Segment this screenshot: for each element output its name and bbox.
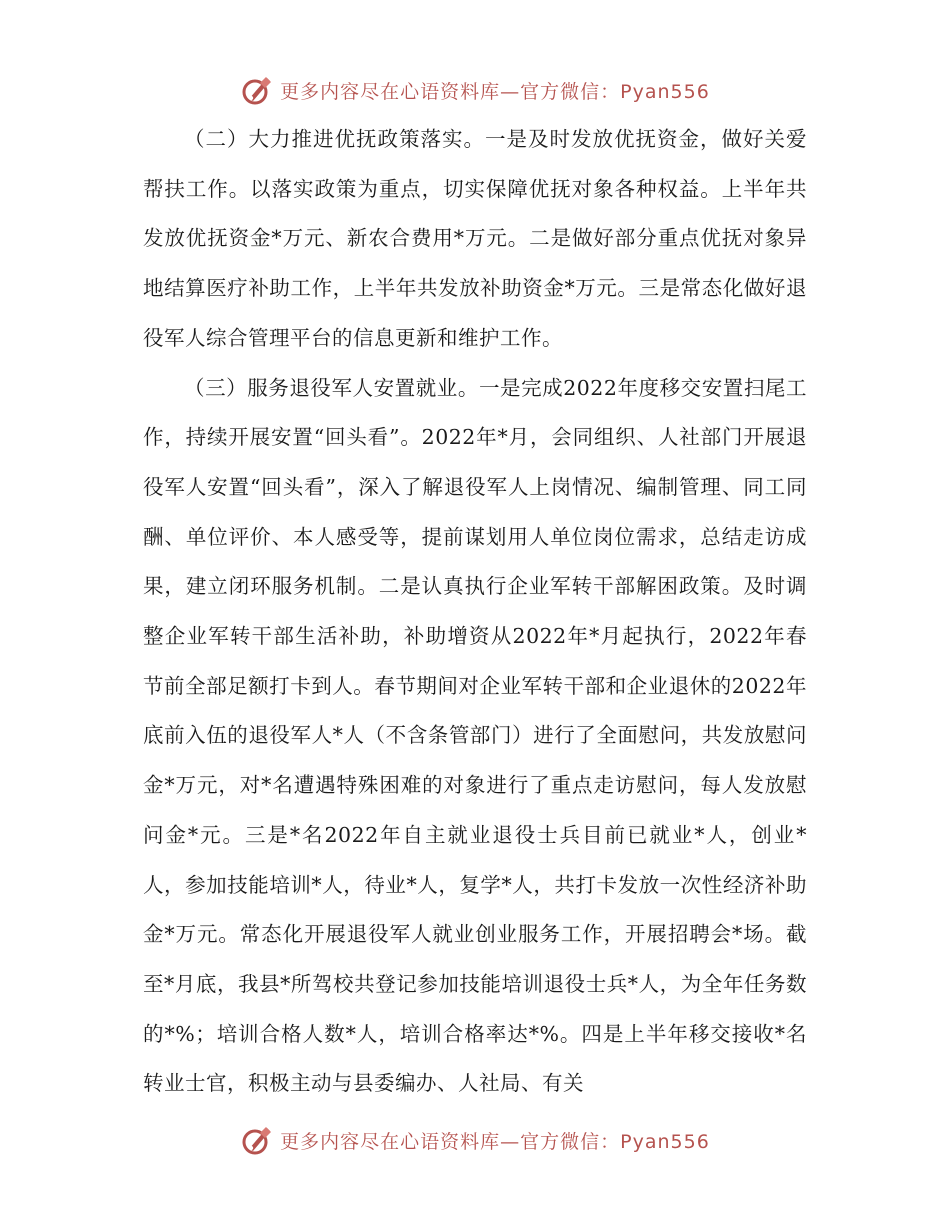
quill-pen-circle-icon	[240, 1123, 274, 1157]
header-watermark-handle: Pyan556	[620, 80, 710, 103]
footer-watermark-text: 更多内容尽在心语资料库—官方微信：Pyan556	[280, 1130, 710, 1153]
paragraph-1: （二）大力推进优抚政策落实。一是及时发放优抚资金，做好关爱帮扶工作。以落实政策为重点，切实保障优抚对象各种权益。上半年共发放优抚资金*万元、新农合费用*万元。二是做好部分重点优抚对象异地结算医疗补助工作，上半年共发放补助资金*万元。三是常态化做好退役军人综合管理平台的信息更新和维护工作。	[143, 127, 807, 350]
document-body	[143, 115, 807, 1109]
footer-watermark	[0, 1118, 950, 1162]
footer-watermark-handle: Pyan556	[620, 1130, 710, 1153]
paragraph-2: （三）服务退役军人安置就业。一是完成2022年度移交安置扫尾工作，持续开展安置“回头看”。2022年*月，会同组织、人社部门开展退役军人安置“回头看”，深入了解退役军人上岗情况、编制管理、同工同酬、单位评价、本人感受等，提前谋划用人单位岗位需求，总结走访成果，建立闭环服务机制。二是认真执行企业军转干部解困政策。及时调整企业军转干部生活补助，补助增资从2022年*月起执行，2022年春节前全部足额打卡到人。春节期间对企业军转干部和企业退休的2022年底前入伍的退役军人*人（不含条管部门）进行了全面慰问，共发放慰问金*万元，对*名遭遇特殊困难的对象进行了重点走访慰问，每人发放慰问金*元。三是*名2022年自主就业退役士兵目前已就业*人，创业*人，参加技能培训*人，待业*人，复学*人，共打卡发放一次性经济补助金*万元。常态化开展退役军人就业创业服务工作，开展招聘会*场。截至*月底，我县*所驾校共登记参加技能培训退役士兵*人，为全年任务数的*%；培训合格人数*人，培训合格率达*%。四是上半年移交接收*名转业士官，积极主动与县委编办、人社局、有关	[143, 375, 807, 1096]
quill-pen-circle-icon	[240, 73, 274, 107]
header-watermark-text: 更多内容尽在心语资料库—官方微信：Pyan556	[280, 80, 710, 103]
header-watermark	[0, 68, 950, 112]
